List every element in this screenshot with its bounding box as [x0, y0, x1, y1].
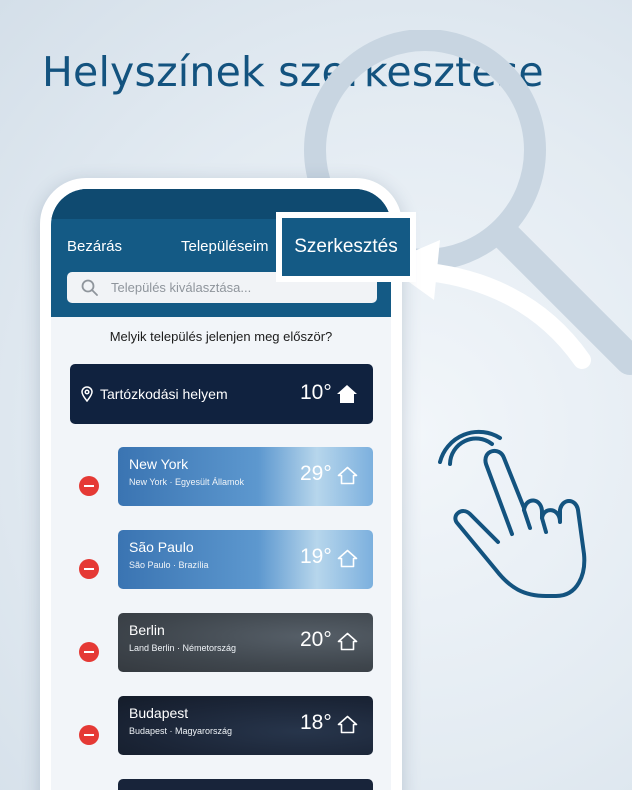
city-subtitle: Land Berlin · Németország	[129, 643, 237, 653]
remove-city-button[interactable]	[79, 725, 99, 745]
city-card-sao-paulo[interactable]	[118, 530, 373, 589]
home-outline-icon[interactable]	[337, 715, 358, 734]
tap-hand-icon	[438, 424, 588, 604]
location-pin-icon	[81, 386, 93, 402]
city-subtitle: São Paulo · Brazília	[129, 560, 209, 570]
search-icon	[81, 279, 98, 296]
city-name: Budapest	[129, 705, 189, 721]
tab-edit[interactable]	[282, 218, 410, 276]
city-subtitle: Budapest · Magyarország	[129, 726, 233, 736]
city-name: São Paulo	[129, 539, 194, 555]
city-temperature: 18°	[300, 711, 332, 734]
tab-close[interactable]: Bezárás	[67, 238, 123, 255]
city-subtitle: New York · Egyesült Államok	[129, 477, 245, 487]
remove-city-button[interactable]	[79, 476, 99, 496]
current-location-temperature: 10°	[300, 381, 332, 404]
city-card-budapest[interactable]	[118, 696, 373, 755]
city-name: New York	[129, 456, 189, 472]
city-temperature: 19°	[300, 545, 332, 568]
home-filled-icon[interactable]	[336, 384, 358, 404]
tab-my-cities[interactable]: Településeim	[181, 238, 269, 255]
tab-edit-label: Szerkesztés	[294, 236, 398, 257]
city-temperature: 20°	[300, 628, 332, 651]
sort-question: Melyik település jelenjen meg először?	[109, 329, 333, 344]
home-outline-icon[interactable]	[337, 549, 358, 568]
home-outline-icon[interactable]	[337, 632, 358, 651]
remove-city-button[interactable]	[79, 559, 99, 579]
promo-headline: Helyszínek szerkesztése	[42, 48, 544, 96]
current-location-card[interactable]	[70, 364, 373, 424]
city-card-berlin[interactable]	[118, 613, 373, 672]
current-location-label: Tartózkodási helyem	[100, 386, 228, 402]
city-card-new-york[interactable]	[118, 447, 373, 506]
remove-city-button[interactable]	[79, 642, 99, 662]
tab-edit-highlight[interactable]	[276, 212, 416, 282]
search-placeholder: Település kiválasztása...	[111, 280, 252, 295]
city-card-partial[interactable]	[118, 779, 373, 790]
city-name: Berlin	[129, 622, 165, 638]
city-temperature: 29°	[300, 462, 332, 485]
home-outline-icon[interactable]	[337, 466, 358, 485]
